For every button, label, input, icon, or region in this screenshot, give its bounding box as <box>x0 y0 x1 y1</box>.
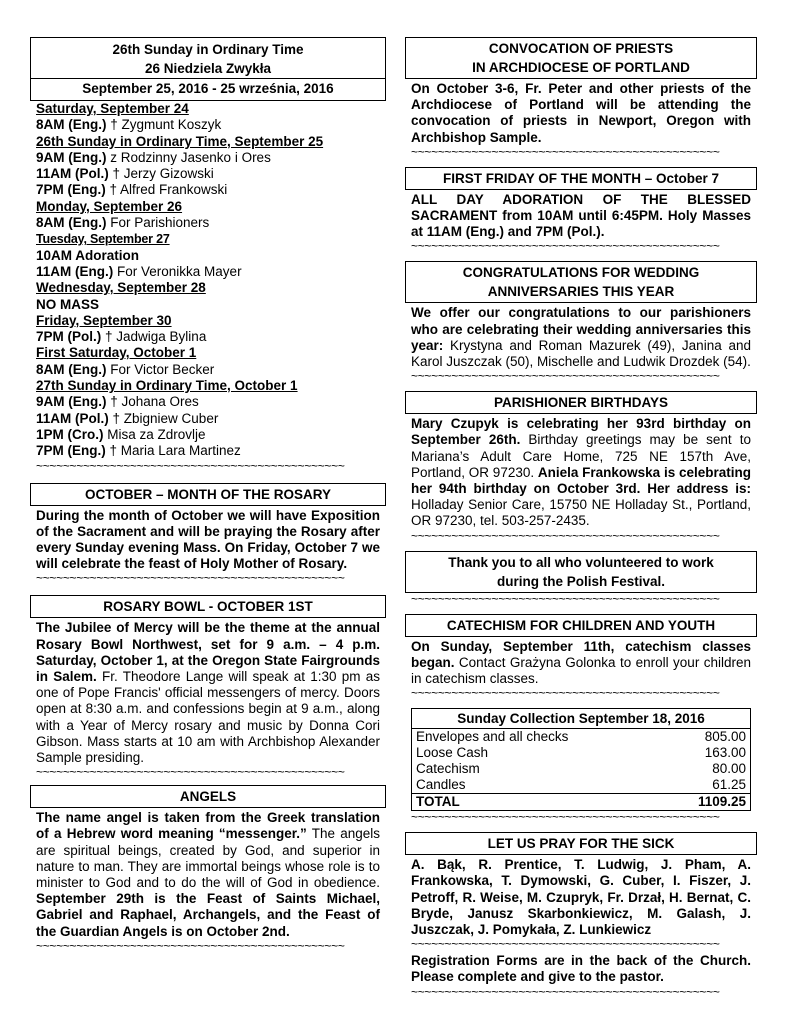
schedule-mass <box>36 248 380 264</box>
angels-title: ANGELS <box>30 785 386 808</box>
mass-intention: Misa za Zdrovlje <box>103 426 206 442</box>
mass-time: 9AM (Eng.) <box>36 394 107 410</box>
registration-body: Registration Forms are in the back of the Church. Please complete and give to the pastor. <box>411 953 751 985</box>
birthdays-title: PARISHIONER BIRTHDAYS <box>405 391 757 414</box>
collection-label: Envelopes and all checks <box>416 729 569 745</box>
divider: ~~~~~~~~~~~~~~~~~~~~~~~~~~~~~~~~~~~~~~~~~~~~~~ <box>411 985 720 999</box>
birthdays-b1: Mary Czupyk is celebrating her 93rd birthday on September 26th. <box>411 416 751 448</box>
collection-row <box>412 761 750 777</box>
schedule-mass <box>36 329 380 345</box>
schedule-day-label: 27th Sunday in Ordinary Time, October 1 <box>36 378 298 394</box>
catechism-bold: On Sunday, September 11th, catechism classes began. <box>411 638 751 670</box>
divider: ~~~~~~~~~~~~~~~~~~~~~~~~~~~~~~~~~~~~~~~~~~~~~~ <box>36 459 345 473</box>
wedding-title <box>405 261 757 303</box>
wedding-bold: We offer our congratulations to our parishioners who are celebrating their wedding anniversaries this year: <box>411 305 751 353</box>
mass-intention: † Alfred Frankowski <box>105 182 228 198</box>
angels-mid: The angels are spiritual beings, created by God, and superior in nature to man. They are immortal beings whose role is to minister to God and to do the will of God in obedience. <box>36 826 380 890</box>
schedule-day-label: Tuesday, September 27 <box>36 232 170 247</box>
schedule-mass <box>36 411 380 427</box>
thanks-line1: Thank you to all who volunteered to work <box>448 554 714 570</box>
collection-row <box>412 729 750 745</box>
schedule-mass <box>36 427 380 443</box>
collection-amount: 61.25 <box>712 777 746 793</box>
angels-bold2: September 29th is the Feast of Saints Michael, Gabriel and Raphael, Archangels, and the Feast of the Guardian Angels is on October 2nd. <box>36 891 380 939</box>
collection-total-amount: 1109.25 <box>662 794 750 811</box>
schedule-mass <box>36 362 380 378</box>
thanks-line2: during the Polish Festival. <box>496 573 666 589</box>
mass-time: 7PM (Eng.) <box>36 443 106 459</box>
collection-label: Loose Cash <box>416 745 489 761</box>
birthdays-body <box>411 416 751 529</box>
wedding-rest: Krystyna and Roman Mazurek (49), Janina and Karol Juszczak (50), Mischelle and Ludwik Drozdek (54). <box>411 337 751 370</box>
schedule-day <box>36 378 380 394</box>
sick-title: LET US PRAY FOR THE SICK <box>405 832 757 855</box>
convocation-body: On October 3-6, Fr. Peter and other priests of the Archdiocese of Portland will be attending the convocation of priests in Newport, Oregon with Archbishop Sample. <box>411 81 751 145</box>
divider: ~~~~~~~~~~~~~~~~~~~~~~~~~~~~~~~~~~~~~~~~~~~~~~ <box>411 529 720 543</box>
schedule-day <box>36 231 380 247</box>
first-friday-title-date: – October 7 <box>640 170 720 186</box>
schedule-mass <box>36 117 380 133</box>
mass-intention: † Johana Ores <box>106 394 199 410</box>
divider: ~~~~~~~~~~~~~~~~~~~~~~~~~~~~~~~~~~~~~~~~~~~~~~ <box>411 592 720 606</box>
collection-box <box>411 708 751 811</box>
divider: ~~~~~~~~~~~~~~~~~~~~~~~~~~~~~~~~~~~~~~~~~~~~~~ <box>36 572 345 586</box>
convocation-title <box>405 37 757 79</box>
mass-time: 9AM (Eng.) <box>36 149 107 165</box>
divider: ~~~~~~~~~~~~~~~~~~~~~~~~~~~~~~~~~~~~~~~~~~~~~~ <box>411 145 720 159</box>
schedule-day-label: Saturday, September 24 <box>36 101 189 116</box>
mass-time: 10AM Adoration <box>36 247 140 263</box>
mass-intention: † Maria Lara Martinez <box>105 443 241 459</box>
collection-amount: 163.00 <box>704 745 746 761</box>
collection-amount: 80.00 <box>712 761 746 777</box>
collection-table <box>412 729 750 810</box>
wedding-title1: CONGRATULATIONS FOR WEDDING <box>462 265 700 281</box>
sick-body: A. Bąk, R. Prentice, T. Ludwig, J. Pham, A. Frankowska, T. Dymowski, G. Cuber, I. Fiszer, J. Petroff, R. Weise, M. Czupryk, Fr. Drzał, H. Bernat, C. Bryde, Janusz Skarbonkiewicz, M. Galash, J. Juszczak, J. Pomykała, Z. Lunkiewicz <box>411 857 751 938</box>
header-line1: 26th Sunday in Ordinary Time <box>112 42 304 57</box>
mass-time: 7PM (Eng.) <box>36 182 106 198</box>
rosary-bowl-rest: Fr. Theodore Lange will speak at 1:30 pm as one of Pope Francis' official messengers of mercy. Doors open at 8:30 a.m. and confessions begin at 9 a.m., along with a Year of Mercy rosary and music by Donna Cori Gibson. Mass starts at 10 am with Archbishop Alexander Sample presiding. <box>36 668 380 765</box>
first-friday-body: ALL DAY ADORATION OF THE BLESSED SACRAMENT from 10AM until 6:45PM. Holy Masses at 11AM (Eng.) and 7PM (Pol.). <box>411 191 751 240</box>
mass-intention: For Victor Becker <box>106 361 215 377</box>
right-column <box>405 37 757 999</box>
schedule-day <box>36 280 380 296</box>
convocation-title1: CONVOCATION OF PRIESTS <box>488 41 674 56</box>
birthdays-b2: Aniela Frankowska is celebrating her 94th birthday on October 3rd. Her address is: <box>411 464 751 497</box>
convocation-title2: IN ARCHDIOCESE OF PORTLAND <box>472 60 690 75</box>
collection-total-row <box>412 794 750 811</box>
collection-label: Catechism <box>416 761 480 777</box>
schedule-mass <box>36 215 380 231</box>
wedding-title2: ANNIVERSARIES THIS YEAR <box>487 284 675 300</box>
divider: ~~~~~~~~~~~~~~~~~~~~~~~~~~~~~~~~~~~~~~~~~~~~~~ <box>411 240 720 254</box>
collection-label: Candles <box>416 777 466 793</box>
angels-body <box>36 810 380 940</box>
schedule-day-label: 26th Sunday in Ordinary Time, September 25 <box>36 133 324 149</box>
schedule-day <box>36 313 380 329</box>
divider: ~~~~~~~~~~~~~~~~~~~~~~~~~~~~~~~~~~~~~~~~~~~~~~ <box>411 811 720 825</box>
rosary-bowl-title: ROSARY BOWL - OCTOBER 1ST <box>30 595 386 618</box>
thanks-box <box>405 551 757 593</box>
catechism-body <box>411 639 751 688</box>
angels-bold1: The name angel is taken from the Greek translation of a Hebrew word meaning “messenger.” <box>36 810 380 842</box>
schedule-day <box>36 101 380 117</box>
mass-intention: For Parishioners <box>106 215 210 231</box>
collection-total-label: TOTAL <box>412 794 662 811</box>
mass-intention: † Zygmunt Koszyk <box>106 117 222 133</box>
catechism-title: CATECHISM FOR CHILDREN AND YOUTH <box>405 614 757 637</box>
first-friday-title <box>405 167 757 190</box>
collection-title: Sunday Collection September 18, 2016 <box>412 709 750 729</box>
mass-time: NO MASS <box>36 296 100 312</box>
schedule-day-label: Wednesday, September 28 <box>36 280 206 296</box>
rosary-bowl-body <box>36 620 380 766</box>
divider: ~~~~~~~~~~~~~~~~~~~~~~~~~~~~~~~~~~~~~~~~~~~~~~ <box>36 939 345 953</box>
divider: ~~~~~~~~~~~~~~~~~~~~~~~~~~~~~~~~~~~~~~~~~~~~~~ <box>36 766 345 780</box>
divider: ~~~~~~~~~~~~~~~~~~~~~~~~~~~~~~~~~~~~~~~~~~~~~~ <box>411 370 720 384</box>
collection-row <box>412 745 750 761</box>
schedule-mass <box>36 443 380 459</box>
schedule-mass <box>36 182 380 198</box>
birthdays-t1: Birthday greetings may be sent to Mariana’s Adult Care Home, 725 NE 157th Ave, Portland, OR 97230. <box>411 432 751 480</box>
mass-schedule-header <box>30 37 386 101</box>
header-line2: 26 Niedziela Zwykła <box>144 61 272 76</box>
left-column <box>30 37 386 953</box>
divider: ~~~~~~~~~~~~~~~~~~~~~~~~~~~~~~~~~~~~~~~~~~~~~~ <box>411 687 720 701</box>
schedule-day <box>36 199 380 215</box>
mass-intention: † Zbigniew Cuber <box>108 410 219 426</box>
schedule-mass <box>36 394 380 410</box>
mass-intention: For Veronikka Mayer <box>113 263 242 279</box>
collection-row <box>412 777 750 794</box>
mass-time: 11AM (Pol.) <box>36 410 109 426</box>
mass-time: 8AM (Eng.) <box>36 361 107 377</box>
catechism-rest: Contact Grażyna Golonka to enroll your children in catechism classes. <box>411 654 751 687</box>
first-friday-title-main: FIRST FRIDAY OF THE MONTH <box>442 170 641 186</box>
divider: ~~~~~~~~~~~~~~~~~~~~~~~~~~~~~~~~~~~~~~~~~~~~~~ <box>411 938 720 952</box>
schedule-day-label: Friday, September 30 <box>36 312 172 328</box>
mass-time: 8AM (Eng.) <box>36 215 107 231</box>
mass-time: 7PM (Pol.) <box>36 329 102 345</box>
schedule-day <box>36 345 380 361</box>
wedding-body <box>411 305 751 370</box>
mass-intention: † Jadwiga Bylina <box>101 329 207 345</box>
collection-amount: 805.00 <box>704 729 746 745</box>
schedule-mass <box>36 150 380 166</box>
mass-intention: † Jerzy Gizowski <box>108 166 214 182</box>
schedule-day-label: Monday, September 26 <box>36 198 183 214</box>
mass-time: 1PM (Cro.) <box>36 426 104 442</box>
birthdays-t2: Holladay Senior Care, 15750 NE Holladay St., Portland, OR 97230, tel. 503-257-2435. <box>411 497 751 529</box>
schedule-mass <box>36 297 380 313</box>
schedule-day <box>36 134 380 150</box>
mass-time: 8AM (Eng.) <box>36 117 107 133</box>
schedule-mass <box>36 264 380 280</box>
rosary-bowl-bold: The Jubilee of Mercy will be the theme at the annual Rosary Bowl Northwest, set for 9 a.m. – 4 p.m. Saturday, October 1, at the Oregon State Fairgrounds in Salem. <box>36 620 380 684</box>
rosary-month-body: During the month of October we will have Exposition of the Sacrament and will be praying the Rosary after every Sunday evening Mass. On Friday, October 7 we will celebrate the feast of Holy Mother of Rosary. <box>36 507 380 572</box>
schedule-mass <box>36 166 380 182</box>
mass-time: 11AM (Pol.) <box>36 166 109 182</box>
schedule-day-label: First Saturday, October 1 <box>36 345 197 361</box>
mass-intention: z Rodzinny Jasenko i Ores <box>106 149 271 165</box>
header-line3: September 25, 2016 - 25 września, 2016 <box>31 78 385 98</box>
rosary-month-title: OCTOBER – MONTH OF THE ROSARY <box>30 483 386 506</box>
mass-time: 11AM (Eng.) <box>36 263 114 279</box>
mass-schedule <box>36 101 380 460</box>
